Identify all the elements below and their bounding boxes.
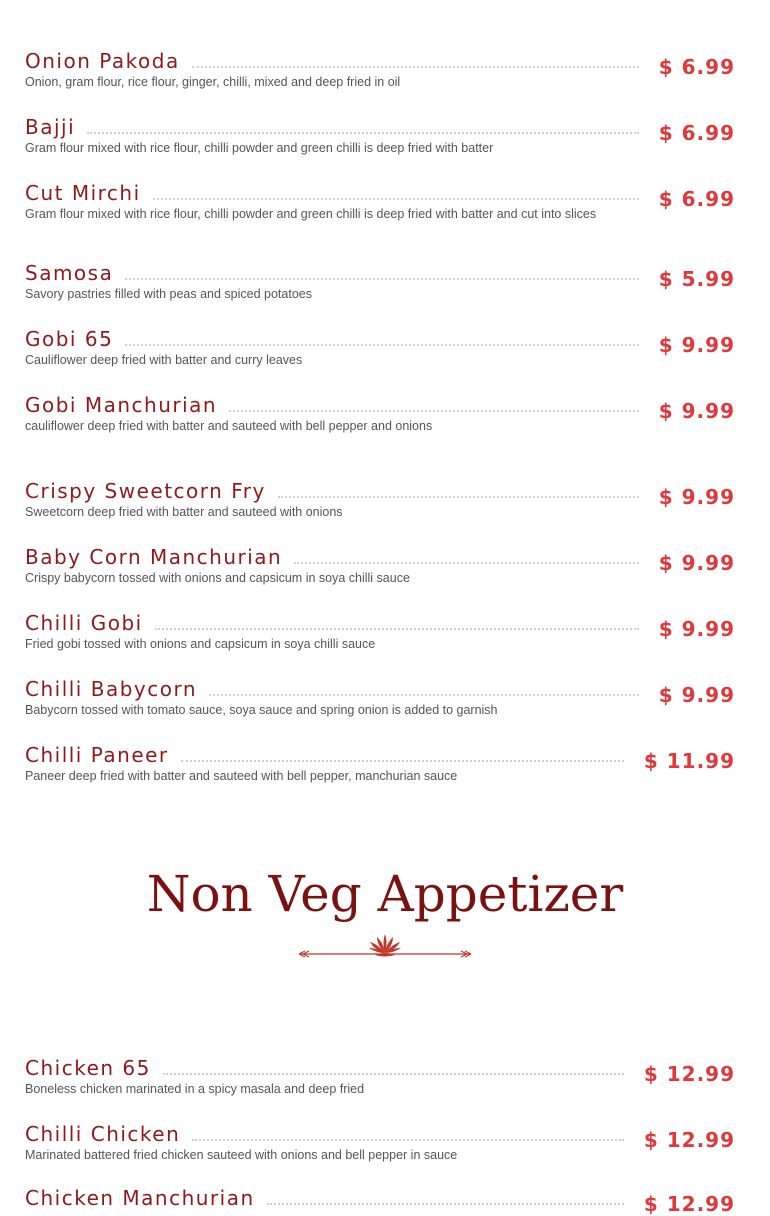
section-title: Non Veg Appetizer [146,865,624,923]
dotted-leader [209,694,639,696]
menu-item[interactable] [25,49,735,89]
dotted-leader [163,1073,624,1075]
item-price: $ 6.99 [658,121,735,145]
item-description: cauliflower deep fried with batter and sauteed with bell pepper and onions [25,419,433,433]
dotted-leader [125,344,638,346]
item-price: $ 9.99 [658,551,735,575]
dotted-leader [294,562,639,564]
item-name: Chilli Paneer [25,743,169,767]
item-description: Marinated battered fried chicken sauteed with onions and bell pepper in sauce [25,1148,458,1162]
item-price: $ 6.99 [658,55,735,79]
item-description: Cauliflower deep fried with batter and curry leaves [25,353,303,367]
menu-item[interactable] [25,261,735,301]
item-description: Gram flour mixed with rice flour, chilli powder and green chilli is deep fried with batter [25,141,494,155]
menu-item[interactable] [25,677,735,717]
item-price: $ 9.99 [658,617,735,641]
item-description: Sweetcorn deep fried with batter and sauteed with onions [25,505,343,519]
menu-item[interactable] [25,743,735,783]
item-price: $ 5.99 [658,267,735,291]
dotted-leader [278,496,639,498]
menu-item[interactable] [25,1186,735,1216]
item-name: Chilli Babycorn [25,677,198,701]
item-name: Chicken 65 [25,1056,151,1080]
item-description: Boneless chicken marinated in a spicy masala and deep fried [25,1082,365,1096]
menu-item[interactable] [25,327,735,367]
item-name: Chicken Manchurian [25,1186,255,1210]
item-price: $ 9.99 [658,683,735,707]
dotted-leader [155,628,639,630]
dotted-leader [267,1203,624,1205]
item-name: Crispy Sweetcorn Fry [25,479,266,503]
item-name: Baby Corn Manchurian [25,545,283,569]
item-name: Gobi 65 [25,327,114,351]
menu-item[interactable] [25,611,735,651]
menu-item[interactable] [25,479,735,519]
item-name: Onion Pakoda [25,49,180,73]
item-price: $ 6.99 [658,187,735,211]
dotted-leader [153,198,639,200]
dotted-leader [125,278,638,280]
item-name: Chilli Chicken [25,1122,181,1146]
item-description: Paneer deep fried with batter and sauteed with bell pepper, manchurian sauce [25,769,458,783]
item-description: Crispy babycorn tossed with onions and capsicum in soya chilli sauce [25,571,410,585]
item-description: Gram flour mixed with rice flour, chilli powder and green chilli is deep fried with batter and cut into slices [25,207,597,221]
section-header [0,862,770,962]
item-description: Onion, gram flour, rice flour, ginger, chilli, mixed and deep fried in oil [25,75,401,89]
menu-item[interactable] [25,1056,735,1096]
menu-item[interactable] [25,545,735,585]
item-name: Gobi Manchurian [25,393,218,417]
lotus-divider-icon [295,932,475,962]
menu-item[interactable] [25,1122,735,1162]
item-name: Samosa [25,261,114,285]
dotted-leader [87,132,639,134]
item-description: Fried gobi tossed with onions and capsicum in soya chilli sauce [25,637,376,651]
item-price: $ 9.99 [658,485,735,509]
item-price: $ 9.99 [658,333,735,357]
item-price: $ 12.99 [643,1128,735,1152]
menu-item[interactable] [25,115,735,155]
item-description: Savory pastries filled with peas and spiced potatoes [25,287,312,301]
item-name: Chilli Gobi [25,611,143,635]
dotted-leader [192,66,639,68]
dotted-leader [181,760,624,762]
item-name: Cut Mirchi [25,181,141,205]
dotted-leader [229,410,639,412]
item-price: $ 9.99 [658,399,735,423]
item-price: $ 12.99 [643,1192,735,1216]
menu-item[interactable] [25,393,735,433]
item-name: Bajji [25,115,76,139]
item-description: Babycorn tossed with tomato sauce, soya sauce and spring onion is added to garnish [25,703,498,717]
dotted-leader [192,1139,624,1141]
item-price: $ 11.99 [643,749,735,773]
menu-item[interactable] [25,181,735,221]
item-price: $ 12.99 [643,1062,735,1086]
